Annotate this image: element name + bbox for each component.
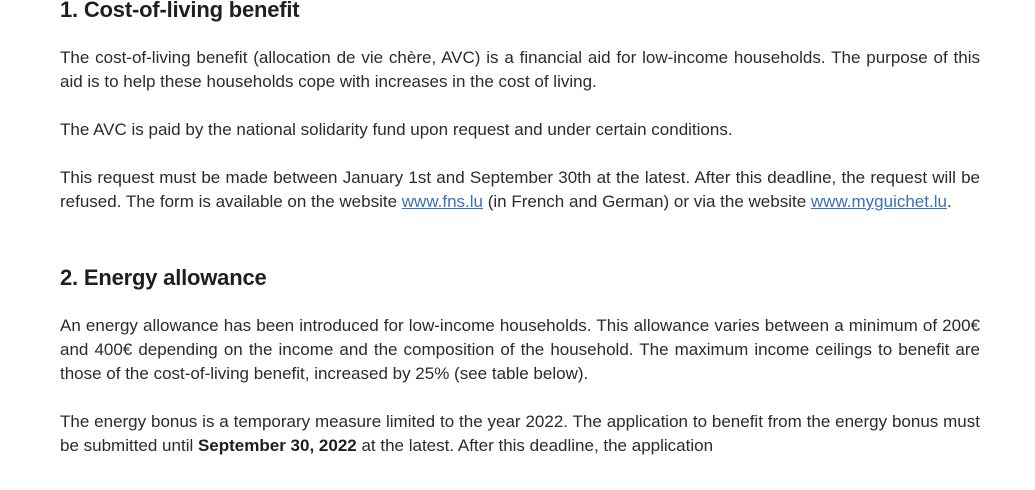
- paragraph-avc-definition: The cost-of-living benefit (allocation de vie chère, AVC) is a financial aid for low-income households. The purpose of this aid is to help these households cope with increases in the cost of living.: [60, 48, 980, 91]
- bonus-text-b: at the latest. After this deadline, the application: [356, 436, 714, 455]
- paragraph-energy-bonus: [60, 410, 980, 458]
- document-page: [60, 0, 980, 458]
- request-text-b: (in French and German) or via the website: [483, 192, 811, 211]
- section-heading-energy-allowance: 2. Energy allowance: [60, 265, 267, 290]
- request-text-c: .: [946, 192, 952, 211]
- paragraph-avc-payment: The AVC is paid by the national solidarity fund upon request and under certain conditions.: [60, 120, 733, 139]
- bonus-text-a: The energy bonus is a temporary measure limited to the year 2022. The application to benefit from the energy bonus must be submitted until: [60, 412, 980, 455]
- section-heading-cost-of-living: 1. Cost-of-living benefit: [60, 0, 300, 22]
- fns-link[interactable]: www.fns.lu: [401, 192, 484, 211]
- paragraph-energy-allowance: An energy allowance has been introduced for low-income households. This allowance varies between a minimum of 200€ and 400€ depending on the income and the composition of the household. The maximum income ceilings to benefit are those of the cost-of-living benefit, increased by 25% (see table below).: [60, 316, 980, 383]
- myguichet-link[interactable]: www.myguichet.lu: [810, 192, 947, 211]
- deadline-date: September 30, 2022: [197, 436, 357, 455]
- paragraph-avc-request: [60, 166, 980, 214]
- request-text-a: This request must be made between January 1st and September 30th at the latest. After this deadline, the request will be refused. The form is available on the website: [60, 168, 980, 211]
